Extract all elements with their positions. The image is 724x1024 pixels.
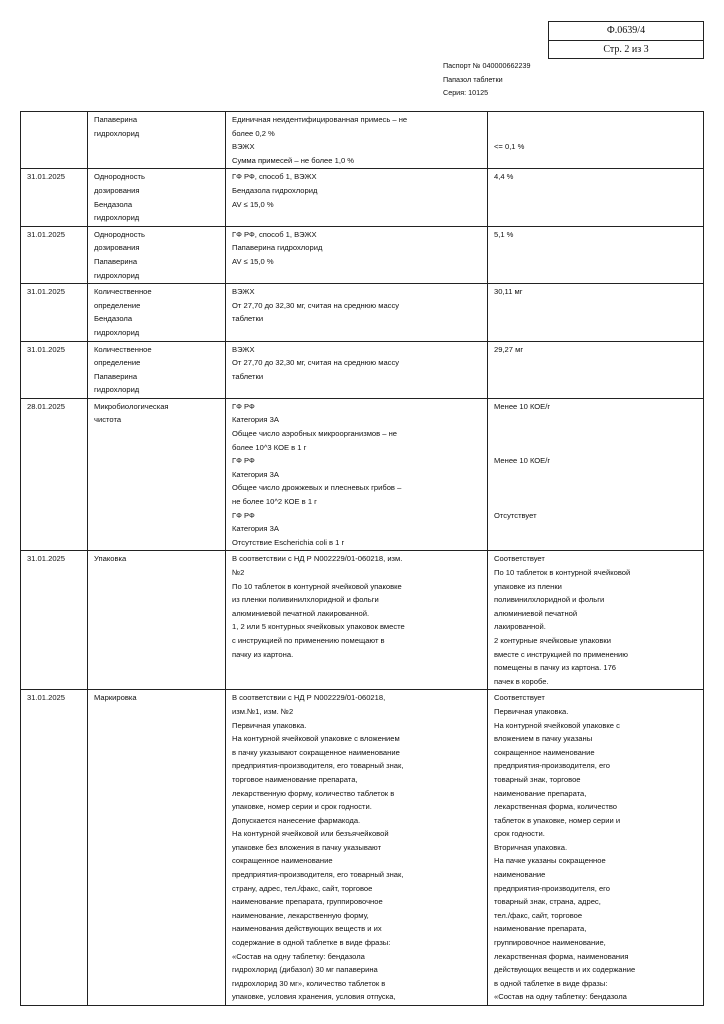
test-result-line: Менее 10 КОЕ/г: [494, 401, 551, 411]
test-date: 31.01.2025: [27, 172, 66, 182]
test-method-line: Категория 3А: [232, 469, 279, 479]
test-method-line: Сумма примесей – не более 1,0 %: [232, 155, 355, 165]
test-method-cell: [226, 169, 488, 226]
test-result-line: помещены в пачку из картона. 176: [494, 663, 617, 673]
test-result-line: [494, 441, 698, 455]
test-name-line: определение: [94, 358, 141, 368]
test-name-cell: [88, 398, 226, 551]
test-result-line: 30,11 мг: [494, 287, 523, 297]
test-method-line: таблетки: [232, 371, 264, 381]
test-method-line: не более 10^2 КОЕ в 1 г: [232, 497, 317, 507]
test-result-line: 5,1 %: [494, 229, 514, 239]
product-name: Папазол таблетки: [443, 74, 503, 84]
test-result-line: вместе с инструкцией по применению: [494, 649, 628, 659]
table-row: [21, 690, 704, 1006]
test-result-line: таблеток в упаковке, номер серии и: [494, 815, 621, 825]
test-method-line: из пленки поливинилхлоридной и фольги: [232, 595, 379, 605]
test-date-cell: [21, 341, 88, 398]
test-name-cell: [88, 112, 226, 169]
test-method-line: Общее число дрожжевых и плесневых грибов –: [232, 483, 402, 493]
test-result-line: срок годности.: [494, 829, 545, 839]
test-method-line: ГФ РФ: [232, 510, 255, 520]
test-name-line: Однородность: [94, 172, 145, 182]
test-name-line: Папаверина: [94, 256, 138, 266]
test-method-line: ВЭЖХ: [232, 344, 255, 354]
test-date-cell: [21, 690, 88, 1006]
test-method-line: изм.№1, изм. №2: [232, 706, 294, 716]
test-method-line: Категория 3А: [232, 524, 279, 534]
test-date-cell: [21, 226, 88, 283]
test-method-line: ГФ РФ, способ 1, ВЭЖХ: [232, 172, 317, 182]
test-result-line: наименование препарата,: [494, 788, 587, 798]
test-method-line: От 27,70 до 32,30 мг, считая на среднюю массу: [232, 300, 400, 310]
test-result-line: [494, 495, 698, 509]
test-result-line: <= 0,1 %: [494, 142, 525, 152]
test-method-line: №2: [232, 568, 245, 577]
test-result-line: алюминиевой печатной: [494, 608, 578, 618]
test-name-line: Упаковка: [94, 554, 127, 564]
table-row: [21, 284, 704, 341]
test-date: 28.01.2025: [27, 401, 66, 411]
test-method-line: AV ≤ 15,0 %: [232, 256, 274, 266]
test-method-line: упаковке без вложения в пачку указывают: [232, 842, 382, 852]
test-name-cell: [88, 341, 226, 398]
passport-number: Паспорт № 040000662239: [443, 61, 531, 70]
test-results-table: [20, 111, 704, 1006]
test-method-cell: [226, 341, 488, 398]
test-date-cell: [21, 551, 88, 690]
test-result-line: Менее 10 КОЕ/г: [494, 456, 551, 466]
test-result-line: [494, 481, 698, 495]
test-method-line: содержание в одной таблетке в виде фразы:: [232, 938, 391, 948]
test-date-cell: [21, 169, 88, 226]
test-name-line: гидрохлорид: [94, 128, 140, 138]
test-date: [27, 113, 82, 127]
test-method-line: таблетки: [232, 314, 264, 324]
test-result-line: тел./факс, сайт, торговое: [494, 910, 583, 920]
test-method-line: Бендазола гидрохлорид: [232, 185, 318, 195]
test-method-cell: [226, 398, 488, 551]
test-name-cell: [88, 169, 226, 226]
test-name-line: Микробиологическая: [94, 401, 169, 411]
test-result-line: вложением в пачку указаны: [494, 734, 593, 744]
test-date: 31.01.2025: [27, 554, 66, 564]
test-name-line: гидрохлорид: [94, 327, 140, 337]
test-result-line: По 10 таблеток в контурной ячейковой: [494, 568, 631, 577]
test-result-line: предприятия-производителя, его: [494, 761, 611, 771]
test-name-line: Бендазола: [94, 199, 133, 209]
table-row: [21, 398, 704, 551]
test-date-cell: [21, 398, 88, 551]
test-name-line: дозирования: [94, 185, 140, 195]
test-method-line: упаковке, условия хранения, условия отпуска,: [232, 992, 396, 1002]
test-result-line: [494, 468, 698, 482]
test-method-line: «Состав на одну таблетку: бендазола: [232, 951, 365, 961]
test-result-line: [494, 113, 698, 127]
test-name-line: гидрохлорид: [94, 385, 140, 395]
form-code: Ф.0639/4: [606, 25, 646, 36]
test-result-line: товарный знак, торговое: [494, 774, 581, 784]
test-result-line: группировочное наименование,: [494, 938, 606, 948]
test-result-line: 29,27 мг: [494, 344, 524, 354]
test-date: 31.01.2025: [27, 287, 66, 297]
test-method-line: пачку из картона.: [232, 649, 294, 659]
table-row: [21, 551, 704, 690]
test-result-line: Вторичная упаковка.: [494, 842, 568, 852]
test-result-cell: [488, 341, 704, 398]
test-result-line: упаковке из пленки: [494, 581, 562, 591]
test-method-cell: [226, 284, 488, 341]
test-result-cell: [488, 112, 704, 169]
test-date: 31.01.2025: [27, 344, 66, 354]
test-name-cell: [88, 690, 226, 1006]
test-name-cell: [88, 226, 226, 283]
test-method-line: предприятия-производителя, его товарный знак,: [232, 870, 404, 880]
test-result-line: лекарственная форма, количество: [494, 802, 617, 812]
test-result-line: 2 контурные ячейковые упаковки: [494, 635, 611, 645]
test-result-line: пачек в коробе.: [494, 676, 549, 686]
test-result-line: Первичная упаковка.: [494, 706, 569, 716]
test-name-line: чистота: [94, 415, 122, 425]
test-method-line: более 0,2 %: [232, 128, 275, 138]
test-date-cell: [21, 112, 88, 169]
test-method-line: По 10 таблеток в контурной ячейковой упаковке: [232, 581, 402, 591]
test-name-line: Папаверина: [94, 371, 138, 381]
test-name-line: Количественное: [94, 344, 152, 354]
test-name-line: Однородность: [94, 229, 145, 239]
test-name-line: определение: [94, 300, 141, 310]
test-method-line: наименования действующих веществ и их: [232, 924, 382, 934]
test-method-line: Общее число аэробных микроорганизмов – не: [232, 429, 398, 439]
test-result-line: лакированной.: [494, 622, 546, 632]
test-method-line: Единичная неидентифицированная примесь – не: [232, 115, 408, 124]
series-number: Серия: 10125: [443, 88, 489, 97]
test-name-line: Папаверина: [94, 115, 138, 124]
test-method-cell: [226, 112, 488, 169]
page-number: Стр. 2 из 3: [549, 40, 703, 59]
test-method-line: ВЭЖХ: [232, 287, 255, 297]
form-code-box: [548, 21, 704, 59]
test-result-line: в одной таблетке в виде фразы:: [494, 978, 608, 988]
table-row: [21, 341, 704, 398]
test-result-line: товарный знак, страна, адрес,: [494, 897, 601, 907]
test-name-line: Маркировка: [94, 693, 137, 703]
test-method-line: ГФ РФ: [232, 401, 255, 411]
test-result-cell: [488, 169, 704, 226]
test-date: 31.01.2025: [27, 693, 66, 703]
test-method-line: в пачку указывают сокращенное наименование: [232, 747, 400, 757]
test-method-line: наименование, лекарственную форму,: [232, 910, 369, 920]
test-method-line: Папаверина гидрохлорид: [232, 243, 323, 253]
test-method-cell: [226, 690, 488, 1006]
test-method-line: Допускается нанесение фармакода.: [232, 815, 361, 825]
test-method-line: ГФ РФ: [232, 456, 255, 466]
test-method-line: гидрохлорид 30 мг», количество таблеток в: [232, 978, 386, 988]
test-method-line: с инструкцией по применению помещают в: [232, 635, 385, 645]
test-result-cell: [488, 284, 704, 341]
test-result-line: поливинилхлоридной и фольги: [494, 595, 605, 605]
test-result-line: «Состав на одну таблетку: бендазола: [494, 992, 627, 1002]
test-result-line: [494, 127, 698, 141]
test-result-line: наименование препарата,: [494, 924, 587, 934]
test-method-line: алюминиевой печатной лакированной.: [232, 608, 370, 618]
test-result-cell: [488, 551, 704, 690]
test-name-line: дозирования: [94, 243, 140, 253]
test-method-line: 1, 2 или 5 контурных ячейковых упаковок вместе: [232, 622, 405, 632]
test-method-line: На контурной ячейковой или безъячейковой: [232, 829, 389, 839]
test-result-line: наименование: [494, 870, 546, 880]
test-method-line: упаковке, номер серии и срок годности.: [232, 802, 372, 812]
test-method-line: наименование препарата, группировочное: [232, 897, 383, 907]
test-method-line: На контурной ячейковой упаковке с вложением: [232, 734, 400, 744]
test-result-line: сокращенное наименование: [494, 747, 595, 757]
table-row: [21, 112, 704, 169]
test-method-line: предприятия-производителя, его товарный знак,: [232, 761, 404, 771]
test-result-line: 4,4 %: [494, 172, 514, 182]
test-result-cell: [488, 226, 704, 283]
test-result-line: действующих веществ и их содержание: [494, 965, 636, 975]
test-method-line: более 10^3 КОЕ в 1 г: [232, 442, 307, 452]
test-method-line: гидрохлорид (дибазол) 30 мг папаверина: [232, 965, 378, 975]
table-row: [21, 169, 704, 226]
test-method-line: ГФ РФ, способ 1, ВЭЖХ: [232, 229, 317, 239]
test-method-line: От 27,70 до 32,30 мг, считая на среднюю массу: [232, 358, 400, 368]
test-method-line: В соответствии с НД Р N002229/01-060218,: [232, 693, 386, 703]
test-method-line: страну, адрес, тел./факс, сайт, торговое: [232, 883, 373, 893]
test-method-cell: [226, 226, 488, 283]
test-method-line: сокращенное наименование: [232, 856, 333, 866]
test-method-line: AV ≤ 15,0 %: [232, 199, 274, 209]
test-method-line: торговое наименование препарата,: [232, 774, 358, 784]
test-method-cell: [226, 551, 488, 690]
test-result-line: [494, 427, 698, 441]
test-name-cell: [88, 284, 226, 341]
test-name-line: Количественное: [94, 287, 152, 297]
table-row: [21, 226, 704, 283]
test-method-line: Категория 3А: [232, 415, 279, 425]
test-date: 31.01.2025: [27, 229, 66, 239]
test-method-line: ВЭЖХ: [232, 142, 255, 152]
test-result-cell: [488, 398, 704, 551]
test-name-line: Бендазола: [94, 314, 133, 324]
test-result-line: Отсутствует: [494, 510, 537, 520]
test-result-cell: [488, 690, 704, 1006]
test-result-line: Соответствует: [494, 693, 545, 703]
test-result-line: лекарственная форма, наименования: [494, 951, 629, 961]
test-result-line: [494, 413, 698, 427]
passport-info: [443, 59, 530, 100]
test-name-line: гидрохлорид: [94, 213, 140, 223]
test-date-cell: [21, 284, 88, 341]
test-result-line: На пачке указаны сокращенное: [494, 856, 606, 866]
test-name-line: гидрохлорид: [94, 270, 140, 280]
test-result-line: предприятия-производителя, его: [494, 883, 611, 893]
test-result-line: Соответствует: [494, 554, 545, 564]
test-method-line: Первичная упаковка.: [232, 720, 307, 730]
test-method-line: В соответствии с НД Р N002229/01-060218, изм.: [232, 554, 403, 564]
test-method-line: лекарственную форму, количество таблеток в: [232, 788, 395, 798]
test-result-line: На контурной ячейковой упаковке с: [494, 720, 620, 730]
test-method-line: Отсутствие Escherichia coli в 1 г: [232, 537, 345, 547]
test-name-cell: [88, 551, 226, 690]
